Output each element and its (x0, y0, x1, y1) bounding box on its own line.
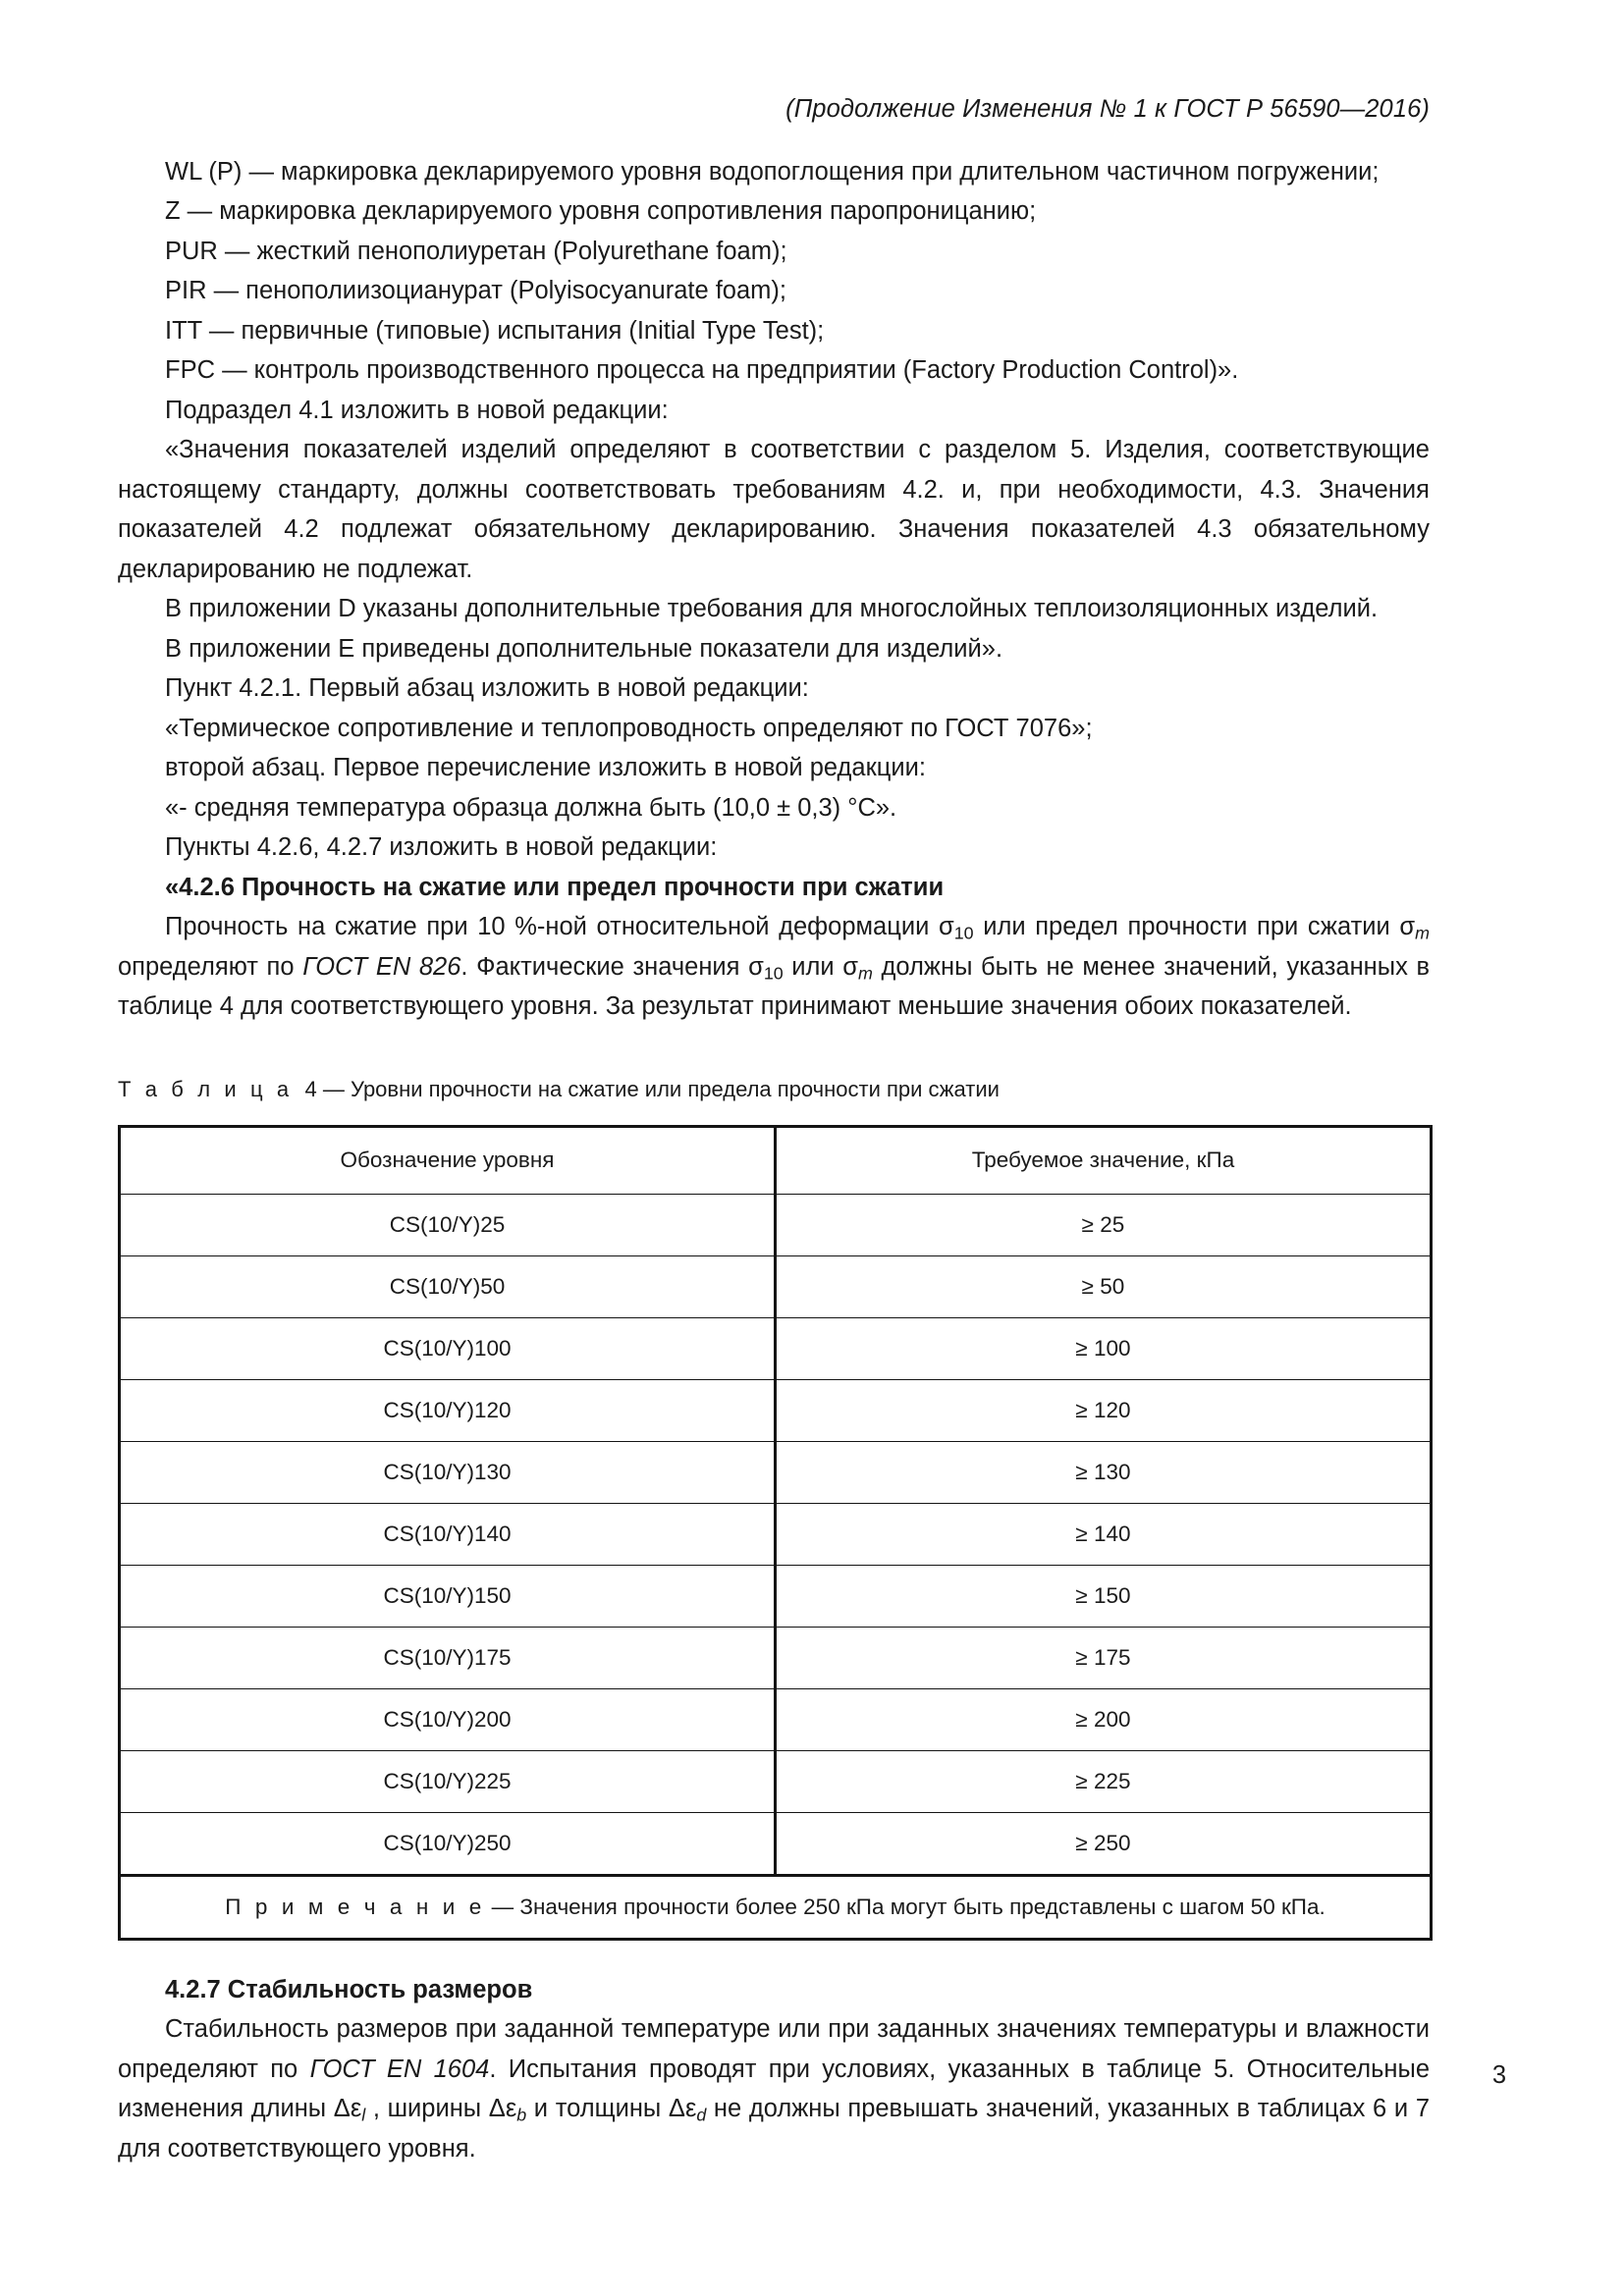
table-row (120, 1255, 1432, 1317)
strength-levels-table (118, 1125, 1433, 1941)
paragraph-second-abzac: второй абзац. Первое перечисление изложить в новой редакции: (165, 754, 926, 782)
standard-ref-gost-en-1604: ГОСТ EN 1604 (309, 2055, 490, 2083)
text-segment: должны быть не менее значений, указанных в таблице 4 для соответствующего уровня. За результат принимают меньшие значения обоих показателей. (118, 952, 1430, 1021)
text-segment: . Фактические значения σ (460, 952, 764, 981)
table-row (120, 1688, 1432, 1750)
paragraph-compressive-strength (118, 907, 1430, 1027)
heading-4-2-7: 4.2.7 Стабильность размеров (165, 1975, 533, 2003)
paragraph-z-marking: Z — маркировка декларируемого уровня сопротивления паропроницанию; (165, 197, 1037, 226)
cell-value: ≥ 140 (776, 1503, 1432, 1565)
sigma-m-subscript: m (1415, 923, 1430, 943)
table-caption (118, 1027, 1430, 1104)
paragraph-subsection-41: Подраздел 4.1 изложить в новой редакции: (165, 396, 669, 424)
table-row (120, 1627, 1432, 1688)
table-row (120, 1503, 1432, 1565)
paragraph-dimensional-stability (118, 2009, 1430, 2168)
body-text-block (118, 152, 1430, 2169)
table-caption-number: 4 (304, 1076, 317, 1101)
table-row (120, 1812, 1432, 1875)
table-caption-label: Т а б л и ц а (118, 1076, 294, 1101)
table-note-cell (120, 1875, 1432, 1939)
cell-level: CS(10/Y)140 (120, 1503, 776, 1565)
table-4-wrapper (118, 1125, 1430, 1941)
text-segment: или σ (783, 952, 859, 981)
cell-level: CS(10/Y)225 (120, 1750, 776, 1812)
cell-value: ≥ 120 (776, 1379, 1432, 1441)
paragraph-wl-marking: WL (P) — маркировка декларируемого уровня водопоглощения при длительном частичном погружении; (165, 157, 1380, 186)
cell-level: CS(10/Y)130 (120, 1441, 776, 1503)
text-segment: Стабильность размеров при заданной температуре или при заданных значениях температуры и влажности определяют по (118, 2015, 1430, 2083)
cell-level: CS(10/Y)250 (120, 1812, 776, 1875)
paragraph-product-values: «Значения показателей изделий определяют в соответствии с разделом 5. Изделия, соответствующие настоящему стандарту, должны соответствовать требованиям 4.2. и, при необходимости, 4.3. Значения показателей 4.2 подлежат обязательному декларированию. Значения показателей 4.3 обязательному декларированию не подлежат. (118, 436, 1430, 583)
standard-ref-gost-en-826: ГОСТ EN 826 (302, 952, 461, 981)
running-head: (Продолжение Изменения № 1 к ГОСТ Р 56590—2016) (785, 95, 1430, 123)
table-caption-dash: — (322, 1076, 345, 1101)
table-body (120, 1194, 1432, 1939)
page-content (118, 0, 1430, 2168)
table-row (120, 1379, 1432, 1441)
cell-level: CS(10/Y)120 (120, 1379, 776, 1441)
table-caption-text: Уровни прочности на сжатие или предела прочности при сжатии (350, 1076, 1000, 1101)
table-header (120, 1126, 1432, 1194)
text-segment: определяют по (118, 952, 303, 981)
text-segment: Прочность на сжатие при 10 %-ной относительной деформации σ (165, 913, 954, 941)
cell-value: ≥ 175 (776, 1627, 1432, 1688)
delta-epsilon-l-subscript: l (361, 2105, 366, 2125)
text-segment: и толщины Δε (526, 2095, 697, 2123)
paragraph-pur: PUR — жесткий пенополиуретан (Polyurethane foam); (165, 237, 787, 265)
table-row (120, 1565, 1432, 1627)
heading-4-2-6: «4.2.6 Прочность на сжатие или предел прочности при сжатии (165, 873, 945, 901)
paragraph-mean-temperature: «- средняя температура образца должна быть (10,0 ± 0,3) °C». (165, 793, 897, 822)
sigma-m-subscript: m (858, 963, 873, 984)
cell-level: CS(10/Y)100 (120, 1317, 776, 1379)
paragraph-pir: PIR — пенополиизоцианурат (Polyisocyanurate foam); (165, 277, 786, 305)
paragraph-itt: ITT — первичные (типовые) испытания (Initial Type Test); (165, 316, 825, 345)
table-note-row (120, 1875, 1432, 1939)
cell-value: ≥ 130 (776, 1441, 1432, 1503)
text-segment: , ширины Δε (365, 2095, 517, 2123)
cell-value: ≥ 25 (776, 1194, 1432, 1255)
text-segment: . Испытания проводят при условиях, указанных в таблице 5. Относительные изменения длины Δε (118, 2055, 1430, 2123)
table-header-row (120, 1126, 1432, 1194)
delta-epsilon-b-subscript: b (516, 2105, 527, 2125)
column-header-value: Требуемое значение, кПа (776, 1126, 1432, 1194)
page-number: 3 (1491, 2061, 1506, 2089)
paragraph-annex-e: В приложении E приведены дополнительные показатели для изделий». (165, 634, 1003, 663)
paragraph-annex-d: В приложении D указаны дополнительные требования для многослойных теплоизоляционных изделий. (165, 595, 1379, 623)
sigma-10-subscript: 10 (763, 963, 784, 984)
paragraph-clause-421: Пункт 4.2.1. Первый абзац изложить в новой редакции: (165, 674, 809, 703)
delta-epsilon-d-subscript: d (696, 2105, 707, 2125)
cell-value: ≥ 100 (776, 1317, 1432, 1379)
paragraph-clauses-426-427: Пункты 4.2.6, 4.2.7 изложить в новой редакции: (165, 833, 718, 862)
table-note-label: П р и м е ч а н и е (225, 1894, 486, 1919)
paragraph-fpc: FPC — контроль производственного процесса на предприятии (Factory Production Control)». (165, 356, 1239, 385)
cell-level: CS(10/Y)150 (120, 1565, 776, 1627)
column-header-level: Обозначение уровня (120, 1126, 776, 1194)
table-row (120, 1750, 1432, 1812)
text-segment: или предел прочности при сжатии σ (973, 913, 1416, 941)
table-row (120, 1194, 1432, 1255)
cell-value: ≥ 225 (776, 1750, 1432, 1812)
cell-level: CS(10/Y)25 (120, 1194, 776, 1255)
table-row (120, 1317, 1432, 1379)
cell-value: ≥ 200 (776, 1688, 1432, 1750)
table-row (120, 1441, 1432, 1503)
cell-value: ≥ 250 (776, 1812, 1432, 1875)
sigma-10-subscript: 10 (953, 923, 974, 943)
cell-value: ≥ 150 (776, 1565, 1432, 1627)
table-note-text: — Значения прочности более 250 кПа могут быть представлены с шагом 50 кПа. (491, 1894, 1326, 1919)
cell-level: CS(10/Y)175 (120, 1627, 776, 1688)
cell-level: CS(10/Y)200 (120, 1688, 776, 1750)
cell-level: CS(10/Y)50 (120, 1255, 776, 1317)
text-segment: не должны превышать значений, указанных в таблицах 6 и 7 для соответствующего уровня. (118, 2095, 1430, 2163)
paragraph-thermal-resistance: «Термическое сопротивление и теплопроводность определяют по ГОСТ 7076»; (165, 714, 1093, 742)
cell-value: ≥ 50 (776, 1255, 1432, 1317)
